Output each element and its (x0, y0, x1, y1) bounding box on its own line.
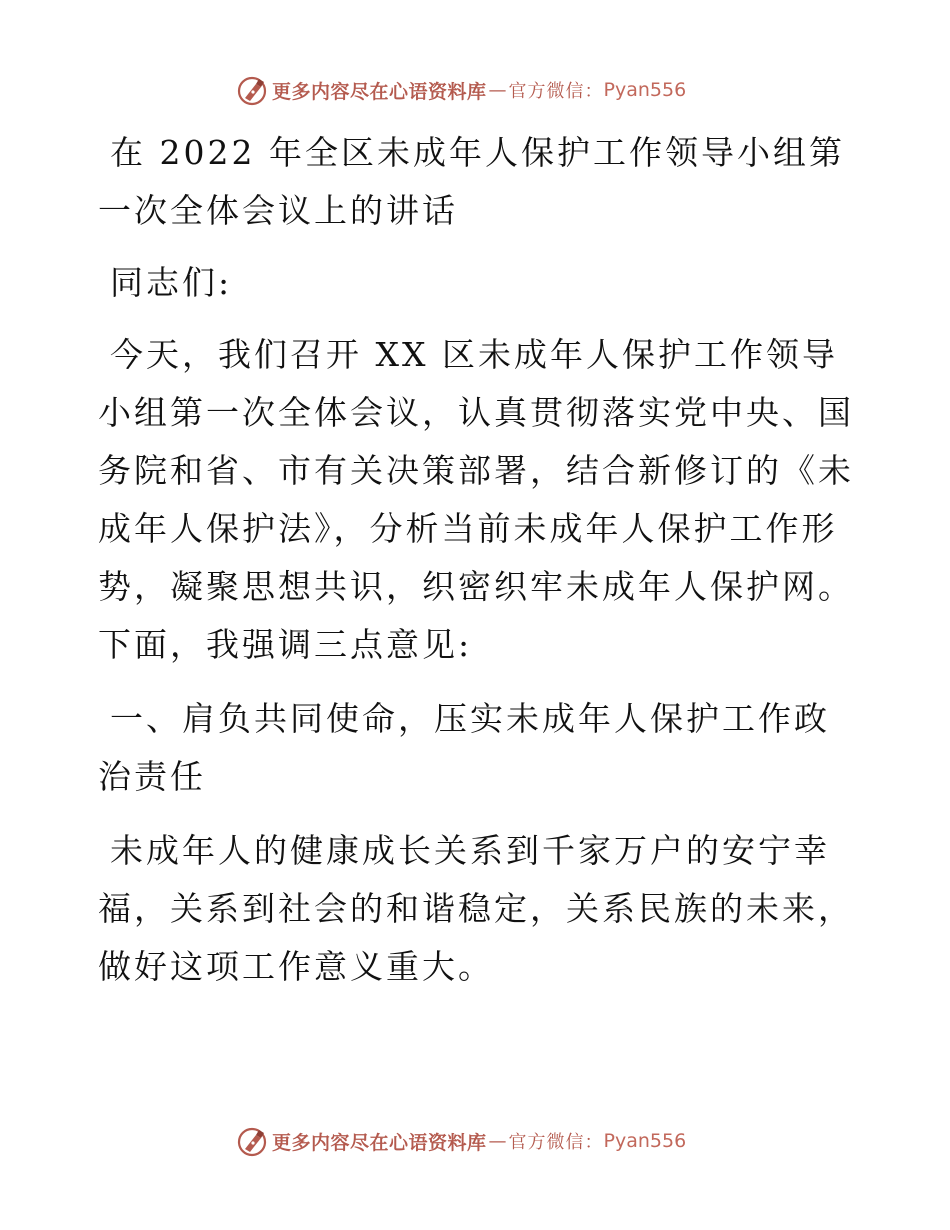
header-brand-text: 更多内容尽在心语资料库 (272, 80, 487, 103)
paragraph-intro: 今天，我们召开 XX 区未成年人保护工作领导小组第一次全体会议，认真贯彻落实党中央、国务院和省、市有关决策部署，结合新修订的《未成年人保护法》，分析当前未成年人保护工作形势，凝聚思想共识，织密织牢未成年人保护网。下面，我强调三点意见: (98, 335, 854, 664)
footer-banner (236, 1124, 716, 1158)
pen-nib-logo-icon (236, 1125, 268, 1157)
document-body (98, 124, 858, 1014)
paragraph-section-1: 未成年人的健康成长关系到千家万户的安宁幸福，关系到社会的和谐稳定，关系民族的未来，做好这项工作意义重大。 (98, 831, 854, 986)
header-banner (236, 73, 716, 107)
greeting: 同志们: (110, 263, 233, 302)
footer-wechat-label: 官方微信： (508, 1132, 604, 1153)
header-dash: — (488, 79, 507, 101)
header-wechat-id: Pyan556 (603, 79, 687, 101)
footer-wechat-id: Pyan556 (603, 1130, 687, 1152)
footer-brand-text: 更多内容尽在心语资料库 (272, 1131, 487, 1154)
section-heading-1: 一、肩负共同使命，压实未成年人保护工作政治责任 (98, 699, 830, 796)
document-title: 在 2022 年全区未成年人保护工作领导小组第一次全体会议上的讲话 (98, 133, 845, 230)
header-wechat-label: 官方微信： (508, 81, 604, 102)
pen-nib-logo-icon (236, 74, 268, 106)
footer-dash: — (488, 1130, 507, 1152)
